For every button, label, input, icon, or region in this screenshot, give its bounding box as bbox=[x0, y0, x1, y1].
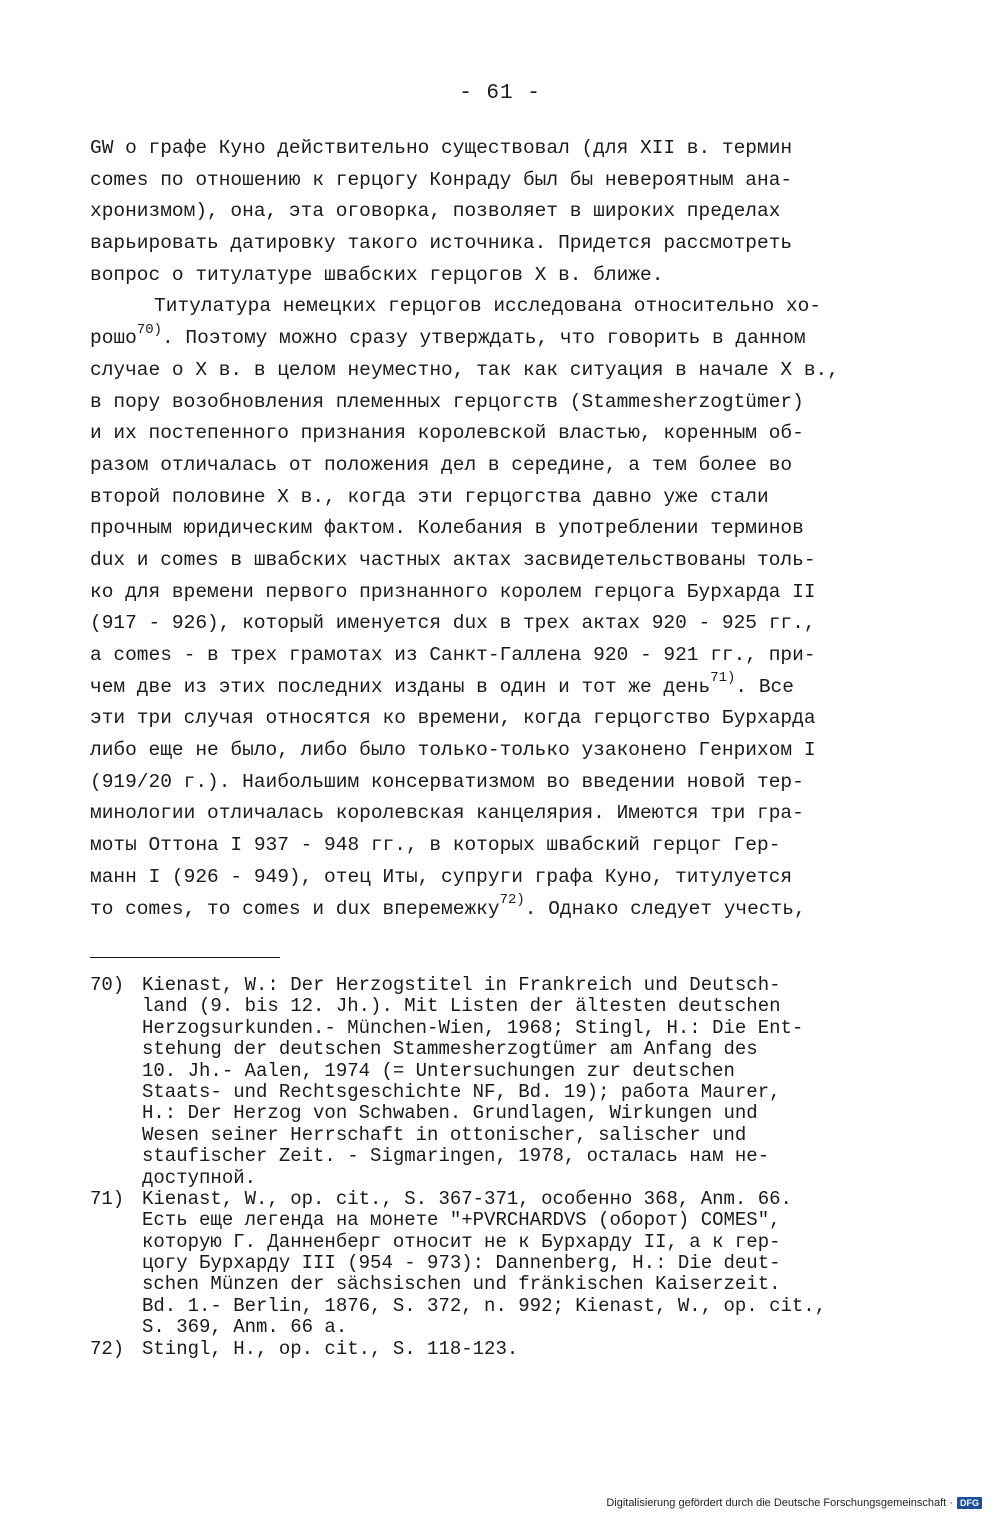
footnote-line: Stingl, H., op. cit., S. 118-123. bbox=[142, 1337, 519, 1360]
text-line bbox=[90, 672, 890, 704]
text-line: разом отличалась от положения дел в середине, а тем более во bbox=[90, 453, 793, 476]
footnote-line: Staats- und Rechtsgeschichte NF, Bd. 19); работа Maurer, bbox=[142, 1080, 781, 1103]
credit-text: Digitalisierung gefördert durch die Deutsche Forschungsgemeinschaft · bbox=[606, 1497, 953, 1509]
main-text bbox=[90, 133, 890, 925]
footnote-number: 72) bbox=[90, 1337, 125, 1360]
footnote-line: Есть еще легенда на монете "+PVRCHARDVS (оборот) COMES", bbox=[142, 1209, 781, 1232]
footnote-line: Kienast, W.: Der Herzogstitel in Frankreich und Deutsch- bbox=[142, 974, 781, 996]
text-fragment: . Поэтому можно сразу утверждать, что говорить в данном bbox=[162, 327, 806, 350]
footnote-72 bbox=[90, 1339, 880, 1360]
text-line: ко для времени первого признанного королем герцога Бурхарда II bbox=[90, 580, 816, 603]
text-line: прочным юридическим фактом. Колебания в употреблении терминов bbox=[90, 517, 804, 540]
text-line: моты Оттона I 937 - 948 гг., в которых швабский герцог Гер- bbox=[90, 834, 781, 857]
page-number: - 61 - bbox=[459, 82, 541, 105]
footnote-line: land (9. bis 12. Jh.). Mit Listen der ältesten deutschen bbox=[142, 995, 781, 1018]
text-line bbox=[90, 323, 890, 355]
footnotes bbox=[90, 975, 880, 1360]
text-line: варьировать датировку такого источника. Придется рассмотреть bbox=[90, 232, 793, 255]
text-fragment: то comes, то comes и dux вперемежку bbox=[90, 897, 500, 920]
footnote-line: которую Г. Данненберг относит не к Бурхарду II, а к гер- bbox=[142, 1230, 781, 1253]
footnote-ref-72[interactable]: 72) bbox=[499, 892, 525, 908]
footnote-line: 10. Jh.- Aalen, 1974 (= Untersuchungen zur deutschen bbox=[142, 1059, 735, 1082]
text-line: либо еще не было, либо было только-только узаконено Генрихом I bbox=[90, 739, 816, 762]
text-fragment: . Однако следует учесть, bbox=[524, 897, 806, 920]
text-line bbox=[90, 894, 890, 926]
text-fragment: чем две из этих последних изданы в один и тот же день bbox=[90, 675, 711, 698]
footnote-71 bbox=[90, 1189, 880, 1339]
text-line: comes по отношению к герцогу Конраду был бы невероятным ана- bbox=[90, 168, 793, 191]
footnote-line: Herzogsurkunden.- München-Wien, 1968; Stingl, H.: Die Ent- bbox=[142, 1016, 804, 1039]
footnote-ref-70[interactable]: 70) bbox=[136, 321, 163, 338]
text-line: в пору возобновления племенных герцогств (Stammesherzogtümer) bbox=[90, 390, 804, 413]
text-line: (919/20 г.). Наибольшим консерватизмом во введении новой тер- bbox=[90, 770, 804, 793]
footnote-line: schen Münzen der sächsischen und fränkischen Kaiserzeit. bbox=[142, 1273, 781, 1296]
text-line: а comes - в трех грамотах из Санкт-Галлена 920 - 921 гг., при- bbox=[90, 644, 816, 666]
footnote-line: доступной. bbox=[142, 1166, 257, 1189]
footnote-70 bbox=[90, 975, 880, 1189]
text-line: второй половине X в., когда эти герцогства давно уже стали bbox=[90, 485, 769, 508]
footnote-number: 70) bbox=[90, 974, 125, 996]
footnote-line: staufischer Zeit. - Sigmaringen, 1978, осталась нам не- bbox=[142, 1145, 770, 1168]
footnote-number: 71) bbox=[90, 1187, 125, 1210]
text-fragment: . Все bbox=[735, 675, 794, 698]
dfg-logo-icon: DFG bbox=[957, 1497, 982, 1509]
text-line: случае о X в. в целом неуместно, так как ситуация в начале X в., bbox=[90, 358, 839, 381]
footnote-divider bbox=[90, 957, 280, 958]
text-line: эти три случая относятся ко времени, когда герцогство Бурхарда bbox=[90, 707, 816, 730]
text-line: и их постепенного признания королевской властью, коренным об- bbox=[90, 422, 804, 445]
footnote-line: цогу Бурхарду III (954 - 973): Dannenberg, H.: Die deut- bbox=[142, 1252, 781, 1275]
text-line: GW о графе Куно действительно существовал (для XII в. термин bbox=[90, 137, 793, 159]
digitization-credit bbox=[606, 1497, 982, 1509]
text-line: манн I (926 - 949), отец Иты, супруги графа Куно, титулуется bbox=[90, 865, 793, 888]
text-line: хронизмом), она, эта оговорка, позволяет в широких пределах bbox=[90, 200, 781, 223]
footnote-line: Bd. 1.- Berlin, 1876, S. 372, n. 992; Kienast, W., op. cit., bbox=[142, 1294, 827, 1317]
text-line: dux и comes в швабских частных актах засвидетельствованы толь- bbox=[90, 548, 816, 571]
footnote-ref-71[interactable]: 71) bbox=[710, 670, 736, 687]
footnote-line: stehung der deutschen Stammesherzogtümer am Anfang des bbox=[142, 1038, 758, 1061]
text-fragment: рошо bbox=[90, 327, 137, 350]
text-line: вопрос о титулатуре швабских герцогов X в. ближе. bbox=[90, 263, 664, 286]
text-line: Титулатура немецких герцогов исследована относительно хо- bbox=[154, 295, 822, 318]
footnote-line: S. 369, Anm. 66 a. bbox=[142, 1316, 348, 1339]
footnote-line: Kienast, W., op. cit., S. 367-371, особенно 368, Anm. 66. bbox=[142, 1187, 792, 1210]
text-line: минологии отличалась королевская канцелярия. Имеются три гра- bbox=[90, 802, 804, 825]
text-line: (917 - 926), который именуется dux в трех актах 920 - 925 гг., bbox=[90, 612, 816, 635]
footnote-line: Wesen seiner Herrschaft in ottonischer, salischer und bbox=[142, 1123, 747, 1146]
footnote-line: H.: Der Herzog von Schwaben. Grundlagen, Wirkungen und bbox=[142, 1102, 758, 1125]
